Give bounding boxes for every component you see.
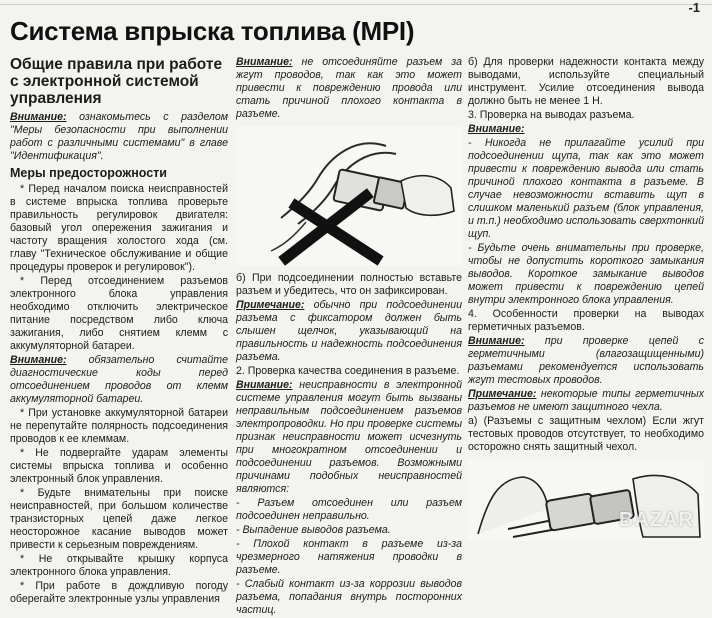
warning-sealed [468, 335, 704, 387]
intro-paragraph [10, 111, 228, 163]
warning-text: при проверке цепей с герметичными (влагозащищенными) разъемами рекомендуется использовать жгут тестовых проводов. [468, 335, 704, 386]
precaution-2: * Перед отсоединением разъемов электронного блока управления необходимо отключить электрическое питание посредством либо ключа зажигания, либо снятием клемм с аккумуляторной батареи. [10, 275, 228, 352]
item-4-heading: 4. Особенности проверки на выводах герметичных разъемов. [468, 308, 704, 333]
note-sealed [468, 388, 704, 414]
connector-drawing [236, 126, 462, 266]
warning-connector-pull [236, 56, 462, 121]
section-heading: Общие правила при работе с электронной системой управления [10, 56, 223, 107]
precaution-5: * Будьте внимательны при поиске неисправностей, при большом количестве транзисторных цепей даже легкое неосторожное касание выводов может привести к серьезным повреждениям. [10, 487, 228, 551]
figure-connector-illustration [236, 126, 462, 266]
cause-4: - Слабый контакт из-за коррозии выводов разъема, попадания внутрь посторонних частиц. [236, 578, 462, 616]
precaution-7: * При работе в дождливую погоду оберегайте электронные узлы управления [10, 580, 228, 605]
note-label: Примечание: [468, 388, 537, 400]
note-text: некоторые типы герметичных разъемов не имеют защитного чехла. [468, 388, 704, 413]
item-a-boot: а) (Разъемы с защитным чехлом) Если жгут тестовых проводов отсутствует, то необходимо осторожно снять защитный чехол. [468, 415, 704, 453]
warning-text: не отсоединяйте разъем за жгут проводов, так как это может привести к повреждению провода или стать причиной плохого контакта в разъеме. [236, 56, 462, 120]
cause-2: - Выпадение выводов разъема. [236, 524, 391, 536]
precaution-6: * Не открывайте крышку корпуса электронного блока управления. [10, 553, 228, 578]
note-text: обычно при подсоединении разъема с фиксатором должен быть слышен щелчок, указывающий на правильность и надежность подсоединения разъема. [236, 299, 462, 363]
item-b-insert: б) При подсоединении полностью вставьте разъем и убедитесь, что он зафиксирован. [236, 272, 462, 297]
watermark: BAZAR [619, 509, 694, 531]
figure-sealed-connector [468, 459, 704, 541]
warning-label: Внимание: [10, 354, 67, 366]
page-number: -1 [688, 0, 700, 15]
precaution-1: * Перед началом поиска неисправностей в системе впрыска топлива проверьте правильность регулировок двигателя: базовый угол опережения зажигания и частоту вращения холостого хода (см. главу "Техническое обслуживание и общие процедуры проверок и регулировок"). [10, 183, 228, 273]
page-title: Система впрыска топлива (MPI) [10, 16, 415, 46]
cause-1: - Разъем отсоединен или разъем подсоединен неправильно. [236, 497, 462, 522]
column-2 [236, 56, 462, 618]
column-1 [10, 56, 228, 607]
warning-text: неисправности в электронной системе управления могут быть вызваны неправильным подсоединением разъемов электропроводки. Но при проверке системы признак неисправности может исчезнуть при многократном отсоединении и подсоединении разъемов. Возможными причинами подобных неисправностей являются: [236, 379, 462, 495]
note-label: Примечание: [236, 299, 305, 311]
item-3-heading: 3. Проверка на выводах разъема. [468, 109, 635, 121]
top-rule [0, 4, 712, 5]
note-click [236, 299, 462, 364]
item-2-heading: 2. Проверка качества соединения в разъеме. [236, 365, 460, 377]
subsection-heading: Меры предосторожности [10, 166, 167, 180]
warning-probe-2: - Будьте очень внимательны при проверке, чтобы не допустить короткого замыкания выводов. Короткое замыкание выводов может привести к повреждению цепей внутри электронного блока управления. [468, 242, 704, 306]
warning-label: Внимание: [468, 123, 525, 135]
intro-warning-text: ознакомьтесь с разделом "Меры безопасности при выполнении работ с различными системами" в главе "Идентификация". [10, 111, 228, 162]
precaution-4: * Не подвергайте ударам элементы системы впрыска топлива и особенно электронный блок управления. [10, 447, 228, 485]
intro-warning-label: Внимание: [10, 111, 67, 123]
warning-connection-quality [236, 379, 462, 496]
precaution-warning [10, 354, 228, 406]
warning-label: Внимание: [236, 379, 293, 391]
column-3 [468, 56, 704, 547]
warning-probe [468, 123, 704, 136]
cause-3: - Плохой контакт в разъеме из-за чрезмерного натяжения проводки в разъеме. [236, 538, 462, 576]
item-b-contact-check: б) Для проверки надежности контакта между выводами, используйте специальный инструмент. Усилие отсоединения вывода должно быть не менее 1 Н. [468, 56, 704, 107]
warning-probe-1: - Никогда не прилагайте усилий при подсоединении щупа, так как это может привести к повреждению вывода или стать причиной плохого контакта в разъеме. В случае невозможности вставить щуп в слишком маленький разъем (блок управления, и т.п.) необходимо использовать сверхтонкий щуп. [468, 137, 704, 240]
warning-label: Внимание: [468, 335, 525, 347]
warning-text: обязательно считайте диагностические коды перед отсоединением проводов от клемм аккумуляторной батареи. [10, 354, 228, 405]
precaution-3: * При установке аккумуляторной батареи не перепутайте полярность подсоединения проводов к ее клеммам. [10, 407, 228, 445]
warning-label: Внимание: [236, 56, 293, 68]
